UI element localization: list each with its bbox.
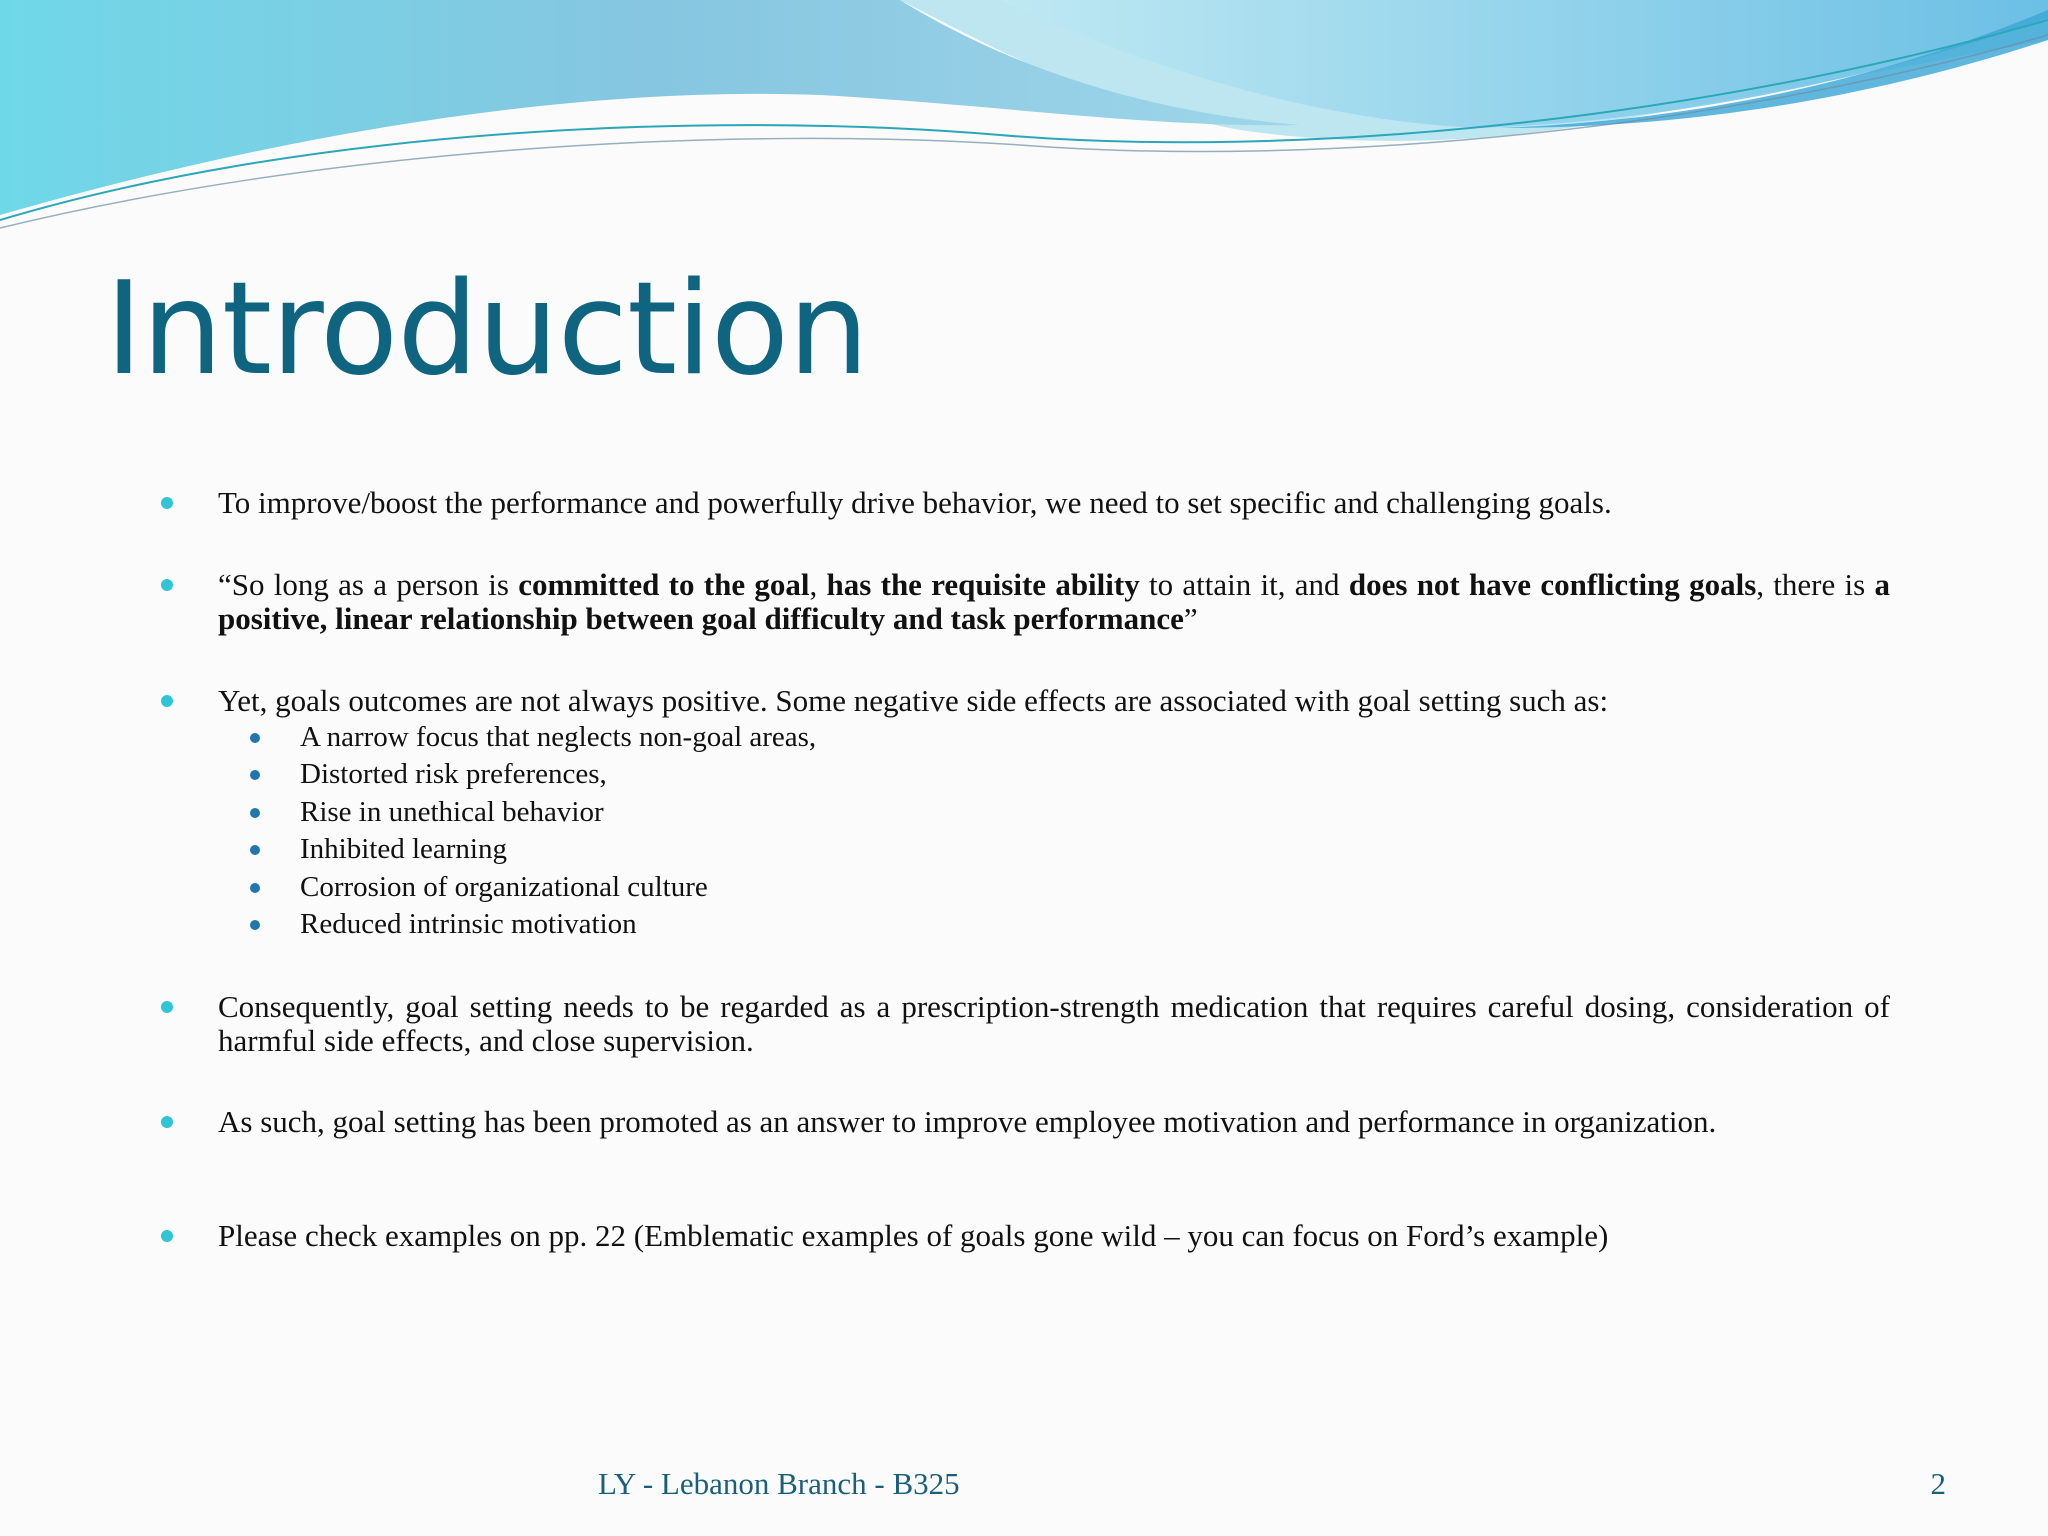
sub-bullet-icon — [250, 770, 260, 780]
sub-bullet-text: Rise in unethical behavior — [300, 796, 604, 828]
bullet-text: Consequently, goal setting needs to be regarded as a prescription-strength medication that requires careful dosing, consideration of harmful side effects, and close supervision. — [218, 989, 1890, 1058]
sub-bullet-item — [300, 871, 708, 903]
bullet-item — [218, 684, 1890, 718]
bullet-text: Please check examples on pp. 22 (Emblematic examples of goals gone wild – you can focus on Ford’s example) — [218, 1218, 1609, 1253]
quote-emphasis: does not have conflicting goals — [1348, 567, 1757, 602]
sub-bullet-item — [300, 796, 604, 828]
bullet-text: As such, goal setting has been promoted as an answer to improve employee motivation and performance in organization. — [218, 1104, 1717, 1139]
sub-bullet-text: Inhibited learning — [300, 833, 507, 865]
page-number: 2 — [1930, 1466, 1946, 1501]
quote-segment: ” — [1183, 601, 1198, 636]
sub-bullet-icon — [250, 733, 260, 743]
sub-bullet-item — [300, 758, 607, 790]
bullet-item — [218, 990, 1890, 1058]
bullet-item — [218, 1105, 1890, 1139]
bullet-icon — [161, 1001, 173, 1013]
sub-bullet-item — [300, 721, 816, 753]
bullet-text: To improve/boost the performance and powerfully drive behavior, we need to set specific and challenging goals. — [218, 485, 1612, 520]
bullet-icon — [161, 497, 173, 509]
bullet-item — [218, 1219, 1890, 1253]
quote-segment: , — [809, 567, 827, 602]
bullet-item-quote — [218, 568, 1890, 636]
sub-bullet-icon — [250, 845, 260, 855]
sub-bullet-item — [300, 908, 637, 940]
quote-segment: to attain it, and — [1139, 567, 1349, 602]
quote-segment: , there is — [1756, 567, 1875, 602]
bullet-icon — [161, 1230, 173, 1242]
sub-bullet-icon — [250, 920, 260, 930]
sub-bullet-text: Distorted risk preferences, — [300, 758, 607, 790]
quote-emphasis: committed to the goal — [518, 567, 810, 602]
sub-bullet-text: Corrosion of organizational culture — [300, 871, 708, 903]
sub-bullet-text: Reduced intrinsic motivation — [300, 908, 637, 940]
slide-title: Introduction — [105, 255, 869, 404]
sub-bullet-item — [300, 833, 507, 865]
sub-bullet-icon — [250, 883, 260, 893]
bullet-item — [218, 486, 1890, 520]
bullet-icon — [161, 1116, 173, 1128]
quote-emphasis: has the requisite ability — [826, 567, 1140, 602]
quote-emphasis: a positive, linear relationship between goal difficulty and task performance — [218, 567, 1890, 636]
footer-text: LY - Lebanon Branch - B325 — [598, 1466, 960, 1501]
bullet-icon — [161, 695, 173, 707]
bullet-text: Yet, goals outcomes are not always positive. Some negative side effects are associated with goal setting such as: — [218, 683, 1609, 718]
sub-bullet-icon — [250, 808, 260, 818]
quote-segment: “So long as a person is — [218, 567, 519, 602]
bullet-icon — [161, 579, 173, 591]
sub-bullet-text: A narrow focus that neglects non-goal areas, — [300, 721, 817, 753]
